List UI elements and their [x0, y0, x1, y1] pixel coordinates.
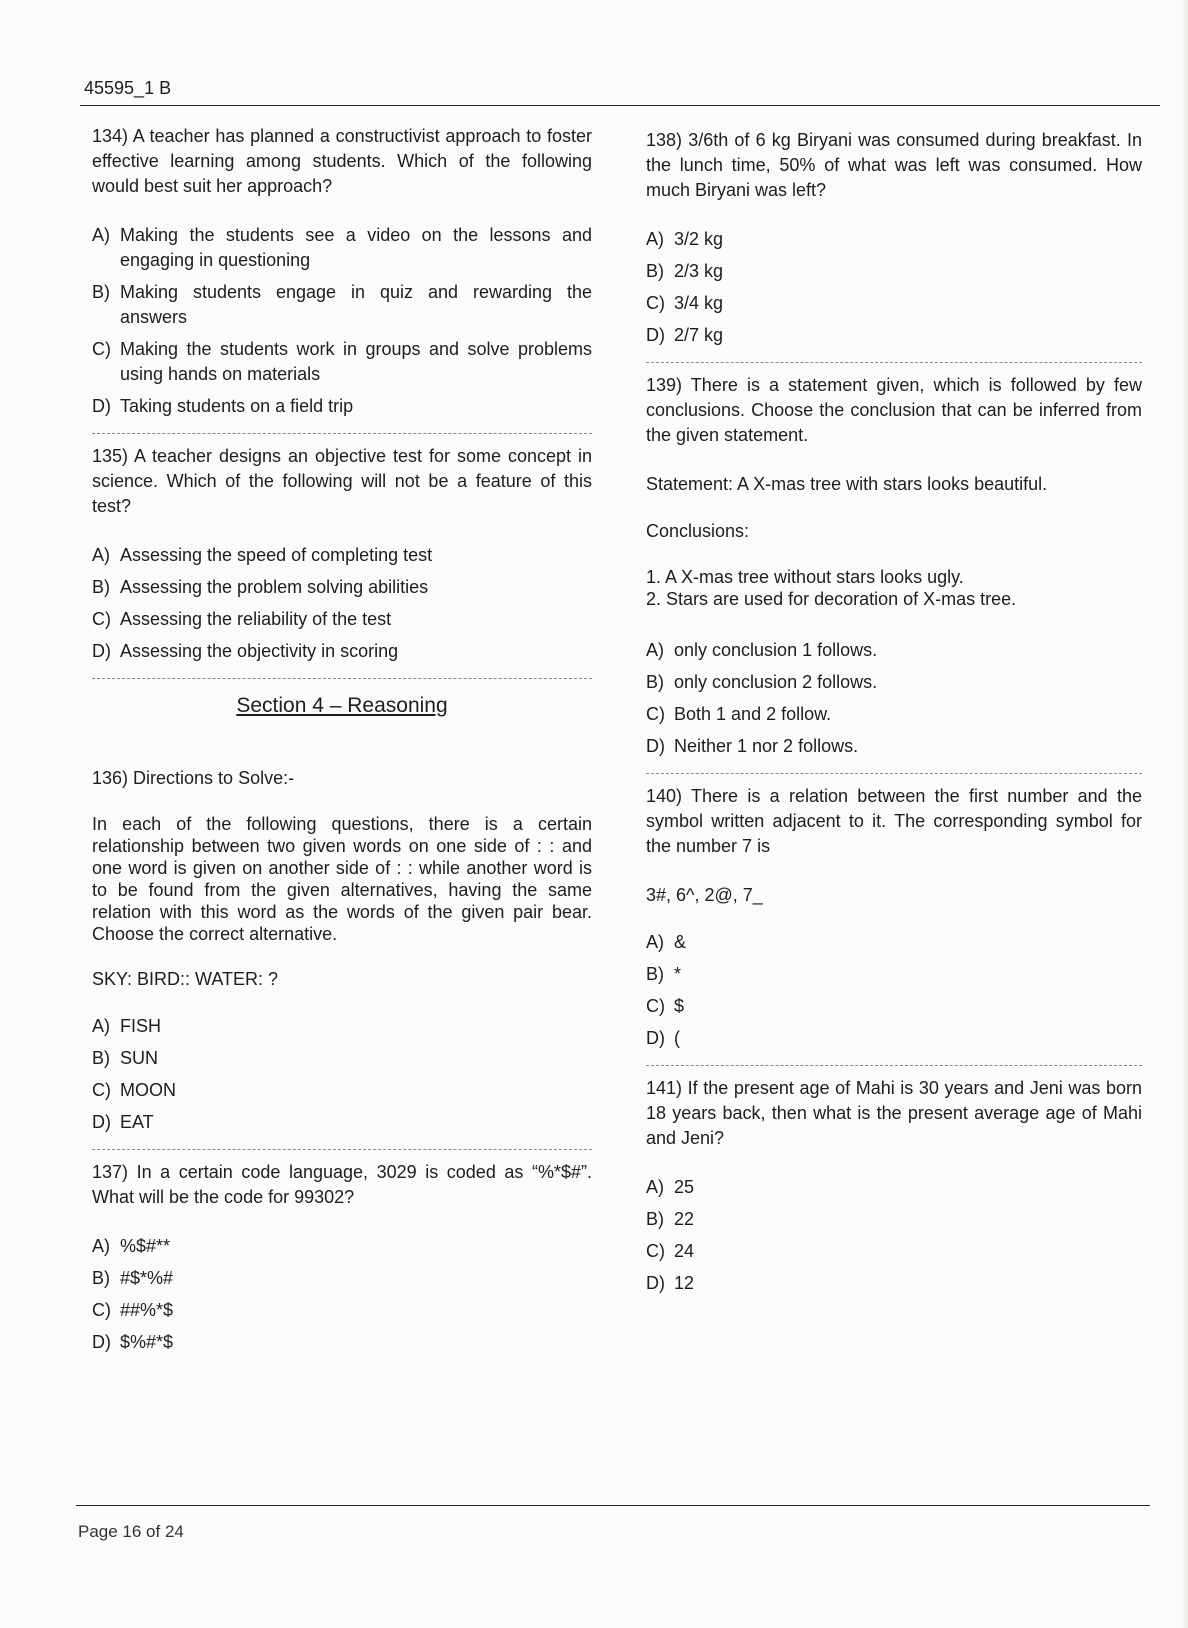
- divider: [646, 362, 1142, 363]
- option-138-d: D) 2/7 kg: [646, 325, 724, 345]
- question-139-statement: Statement: A X-mas tree with stars looks beautiful.: [646, 474, 1048, 494]
- option-134-b: B) Making students engage in quiz and rewarding the answers: [92, 282, 592, 327]
- option-136-d: D) EAT: [92, 1112, 154, 1132]
- option-138-c: C) 3/4 kg: [646, 293, 724, 313]
- question-135: 135) A teacher designs an objective test for some concept in science. Which of the following will not be a feature of this test?: [92, 446, 592, 516]
- option-137-c: C) ##%*$: [92, 1300, 174, 1320]
- option-139-c: C) Both 1 and 2 follow.: [646, 704, 832, 724]
- divider: [646, 773, 1142, 774]
- question-139-conclusions-label: Conclusions:: [646, 521, 750, 541]
- section-title: Section 4 – Reasoning: [236, 694, 448, 717]
- option-141-d: D) 12: [646, 1273, 695, 1293]
- question-141: 141) If the present age of Mahi is 30 years and Jeni was born 18 years back, then what is the present average age of Mahi and Jeni?: [646, 1078, 1142, 1148]
- option-140-b: B) *: [646, 964, 682, 984]
- option-138-a: A) 3/2 kg: [646, 229, 724, 249]
- divider: [92, 678, 592, 679]
- option-140-d: D) (: [646, 1028, 680, 1048]
- option-139-a: A) only conclusion 1 follows.: [646, 640, 878, 660]
- option-137-a: A) %$#**: [92, 1236, 171, 1256]
- option-136-b: B) SUN: [92, 1048, 159, 1068]
- option-136-a: A) FISH: [92, 1016, 162, 1036]
- option-135-d: D) Assessing the objectivity in scoring: [92, 641, 399, 661]
- options-135: [92, 543, 592, 664]
- question-134: 134) A teacher has planned a constructivist approach to foster effective learning among students. Which of the following would best suit her approach?: [92, 126, 592, 196]
- option-138-b: B) 2/3 kg: [646, 261, 724, 281]
- option-134-d: D) Taking students on a field trip: [92, 396, 354, 416]
- divider: [92, 433, 592, 434]
- option-140-a: A) &: [646, 932, 687, 952]
- page-number: Page 16 of 24: [78, 1522, 184, 1541]
- question-140-sequence: 3#, 6^, 2@, 7_: [646, 885, 763, 905]
- options-141: [646, 1175, 1142, 1296]
- option-141-b: B) 22: [646, 1209, 695, 1229]
- options-138: [646, 227, 1142, 348]
- options-140: [646, 930, 1142, 1051]
- option-141-a: A) 25: [646, 1177, 695, 1197]
- options-139: [646, 638, 1142, 759]
- option-134-c: C) Making the students work in groups and solve problems using hands on materials: [92, 339, 592, 384]
- question-139-conclusion-1: 1. A X-mas tree without stars looks ugly.: [646, 567, 964, 587]
- option-135-c: C) Assessing the reliability of the test: [92, 609, 392, 629]
- option-137-b: B) #$*%#: [92, 1268, 174, 1288]
- options-136: [92, 1014, 592, 1135]
- divider: [646, 1065, 1142, 1066]
- question-139: 139) There is a statement given, which is followed by few conclusions. Choose the conclusion that can be inferred from the given statement.: [646, 375, 1142, 445]
- right-column: [646, 128, 1142, 1310]
- left-column: [92, 124, 592, 1369]
- option-137-d: D) $%#*$: [92, 1332, 174, 1352]
- option-139-b: B) only conclusion 2 follows.: [646, 672, 878, 692]
- scan-edge: [1182, 0, 1188, 1628]
- question-136-directions: In each of the following questions, there is a certain relationship between two given words on one side of : : and one word is given on another side of : : while another word is to be found from the given alternatives, having the same relation with this word as the words of the given pair bear. Choose the correct alternative.: [92, 814, 592, 944]
- question-136-title: 136) Directions to Solve:-: [92, 768, 295, 788]
- footer-rule: [76, 1505, 1150, 1506]
- option-140-c: C) $: [646, 996, 685, 1016]
- divider: [92, 1149, 592, 1150]
- option-136-c: C) MOON: [92, 1080, 176, 1100]
- option-134-a: A) Making the students see a video on the lessons and engaging in questioning: [92, 225, 592, 270]
- option-135-a: A) Assessing the speed of completing test: [92, 545, 433, 565]
- option-135-b: B) Assessing the problem solving abilities: [92, 577, 429, 597]
- option-141-c: C) 24: [646, 1241, 695, 1261]
- question-138: 138) 3/6th of 6 kg Biryani was consumed during breakfast. In the lunch time, 50% of what was left was consumed. How much Biryani was left?: [646, 130, 1142, 200]
- options-137: [92, 1234, 592, 1355]
- question-139-conclusion-2: 2. Stars are used for decoration of X-mas tree.: [646, 589, 1017, 609]
- header-rule: [80, 105, 1160, 106]
- question-137: 137) In a certain code language, 3029 is coded as “%*$#”. What will be the code for 99302?: [92, 1162, 592, 1207]
- question-136-prompt: SKY: BIRD:: WATER: ?: [92, 969, 279, 989]
- option-139-d: D) Neither 1 nor 2 follows.: [646, 736, 859, 756]
- document-code: 45595_1 B: [84, 78, 172, 98]
- question-140: 140) There is a relation between the first number and the symbol written adjacent to it. The corresponding symbol for the number 7 is: [646, 786, 1142, 856]
- options-134: [92, 223, 592, 419]
